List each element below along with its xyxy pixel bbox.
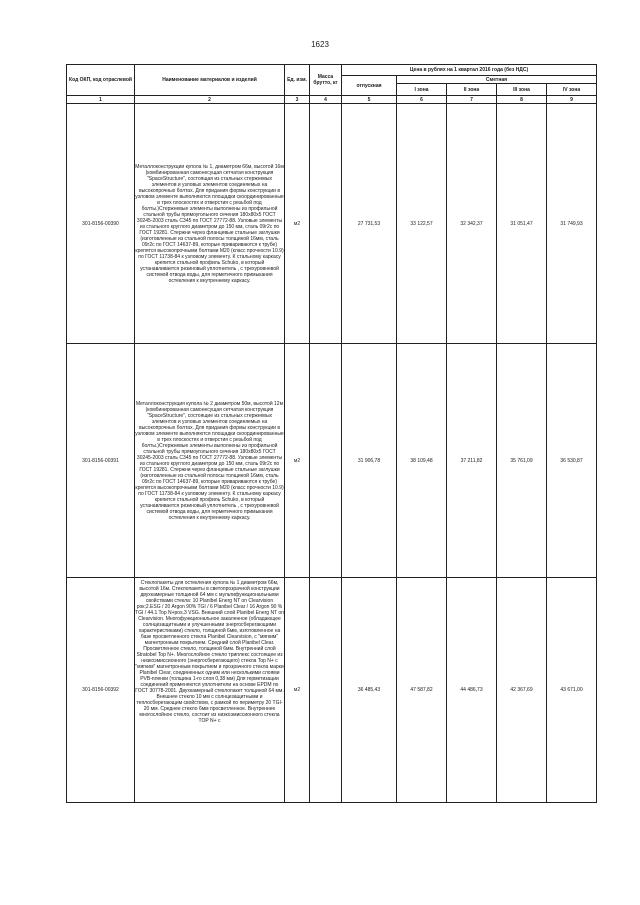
row-description: Стеклопакеты для остекления купола № 1 диаметром 66м, высотой 16м. Стеклопакеты в светопрозрачной конструкции двухкамерные толщиной 64 мм с мультифункциональными свойствами стекла: 10 Planibel Energ NT on Clearvision рок;2.ESG / 20 Argon 90% TGI / 6 Planibel Clear / 16 Argon 90 % TGI / 44.1 Top N+pos.3 VSG. Внешний слой Planibel Energ NT on Clearvision. Многофункциональное закаленное (обладающее солнцезащитными и улучшенными энергосберегающими характеристиками) стекло, толщиной 6мм, изготовленное на базе просветленного стекла Planibel Clearvision, с "мягким" магнетронным покрытием. Средний слой Planibel Clear. Просветленное стекло, толщиной 6мм. Внутренний слой Stratobel Top N+. Многослойное стекло триплекс состоящее из низкоэмиссионного (энергосберегающего) стекла Top N+ с "мягким" магнетронным покрытием и прозрачного стекла марки Planibel Clear, соединенных одним или несколькими слоями PVB-пленки (толщина 1-го слоя 0,38 мм) Для герметизации соединений применяются уплотнители на основе EPDM по ГОСТ 30778-2001. Двухкамерный стеклопакет толщиной 64 мм. Внешнее стекло 10 мм с солнцезащитными и теплосберегающим свойством, с рамкой по периметру 20 TGI-20 мм. Среднее стекло 6мм просветленное. Внутреннее многослойное стекло, состоит из низкоэмиссионного стекла TOP N+ с [135,579,284,724]
row-code: 301-8156-00390 [67,104,135,344]
row-mass [310,344,342,578]
header-code: Код ОКП, код отраслевой [67,65,135,96]
row-description-cell [135,578,285,803]
row-unit: м2 [285,104,310,344]
column-number-row [67,96,597,104]
row-release-price: 36 485,43 [342,578,397,803]
table-row [67,344,597,578]
price-table [66,64,597,803]
column-number: 7 [447,96,497,104]
column-number: 4 [310,96,342,104]
column-number: 1 [67,96,135,104]
row-zone-2-price: 44 486,73 [447,578,497,803]
header-zone-4: IV зона [547,84,597,96]
table-row [67,104,597,344]
row-description: Металлоконструкции купола № 1, диаметром 66м, высотой 16м (комбинированная самонесущая сетчатая конструкция "SpaceStructure", состоящая из стальных стержневых элементов и узловых элементов соединяемых на высокопрочных болтах. Для придания формы конструкции в узловом элементе выполняются площадки скоординированные в трех плоскостях и отверстия с резьбой под болты.)Стержневые элементы выполнены из профильной стальной трубы прямоугольного сечения 180х80х5 ГОСТ 30245-2003 сталь С345 по ГОСТ 27772-88. Узловые элементы из стального круглого диаметром до 150 мм, сталь 09г2с по ГОСТ 19281. Стержни через фланцевые стальные заглушки (изготовленные из стальной полосы толщиной 16мм, сталь 09г2с по ГОСТ 14637-89, которые привариваются к трубе) крепятся высокопрочными болтами М20 (класс прочности 10.9) по ГОСТ 11738-84 к узловому элементу. К стальному каркасу крепится стальной профиль Schuko, в который устанавливается резиновый уплотнитель , с трехуровневой системой отвода воды, для герметичного примыкания остекления к внутреннему каркасу. [135,104,285,344]
header-release: отпускная [342,76,397,96]
column-number: 9 [547,96,597,104]
page-number: 1623 [311,40,329,49]
row-zone-3-price: 35 761,09 [497,344,547,578]
row-code: 301-8156-00392 [67,578,135,803]
header-name: Наименование материалов и изделий [135,65,285,96]
header-zone-3: III зона [497,84,547,96]
row-zone-1-price: 38 109,48 [397,344,447,578]
row-zone-2-price: 32 342,37 [447,104,497,344]
column-number: 3 [285,96,310,104]
row-mass [310,104,342,344]
header-mass: Масса брутто, кг [310,65,342,96]
header-price-group: Цена в рублях на 1 квартал 2016 года (без НДС) [342,65,597,76]
row-zone-3-price: 42 367,69 [497,578,547,803]
column-number: 6 [397,96,447,104]
row-release-price: 27 731,53 [342,104,397,344]
row-zone-2-price: 37 211,82 [447,344,497,578]
header-zone-1: I зона [397,84,447,96]
header-estimate: Сметная [397,76,597,84]
row-zone-3-price: 31 051,47 [497,104,547,344]
row-zone-4-price: 36 530,87 [547,344,597,578]
row-zone-1-price: 33 122,57 [397,104,447,344]
row-mass [310,578,342,803]
row-zone-4-price: 31 749,93 [547,104,597,344]
row-release-price: 31 906,78 [342,344,397,578]
row-code: 301-8156-00391 [67,344,135,578]
column-number: 5 [342,96,397,104]
row-unit: м2 [285,344,310,578]
row-zone-1-price: 47 587,82 [397,578,447,803]
header-zone-2: II зона [447,84,497,96]
row-description: Металлоконструкция купола № 2 диаметром 50м, высотой 12м (комбинированная самонесущая сетчатая конструкция "SpaceStructure", состоящие из стальных стержневых элементов и узловых элементов соединяемых на высокопрочных болтах. Для придания формы конструкции в узловом элементе выполняются площадки скоординированные в трех плоскостях и отверстия с резьбой под болты.)Стержневые элементы выполнены из профильной стальной трубы прямоугольного сечения 180х80х5 ГОСТ 30245-2003 сталь С345 по ГОСТ 27772-88. Узловые элементы из стального круглого диаметром до 150 мм, сталь 09г2с по ГОСТ 19281. Стержни через фланцевые стальные заглушки (изготовленные из стальной полосы толщиной 16мм, сталь 09г2с по ГОСТ 14637-89, которые привариваются к трубе) крепятся высокопрочными болтами М20 (класс прочности 10.9) по ГОСТ 11738-84 к узловому элементу. К стальному каркасу крепится стальной профиль Schuko, в который устанавливается резиновый уплотнитель , с трехуровневой системой отвода воды, для герметичного примыкания остекления к внутреннему каркасу. [135,344,285,578]
column-number: 2 [135,96,285,104]
row-unit: м2 [285,578,310,803]
header-unit: Ед. изм. [285,65,310,96]
table-row [67,578,597,803]
column-number: 8 [497,96,547,104]
row-zone-4-price: 43 671,00 [547,578,597,803]
